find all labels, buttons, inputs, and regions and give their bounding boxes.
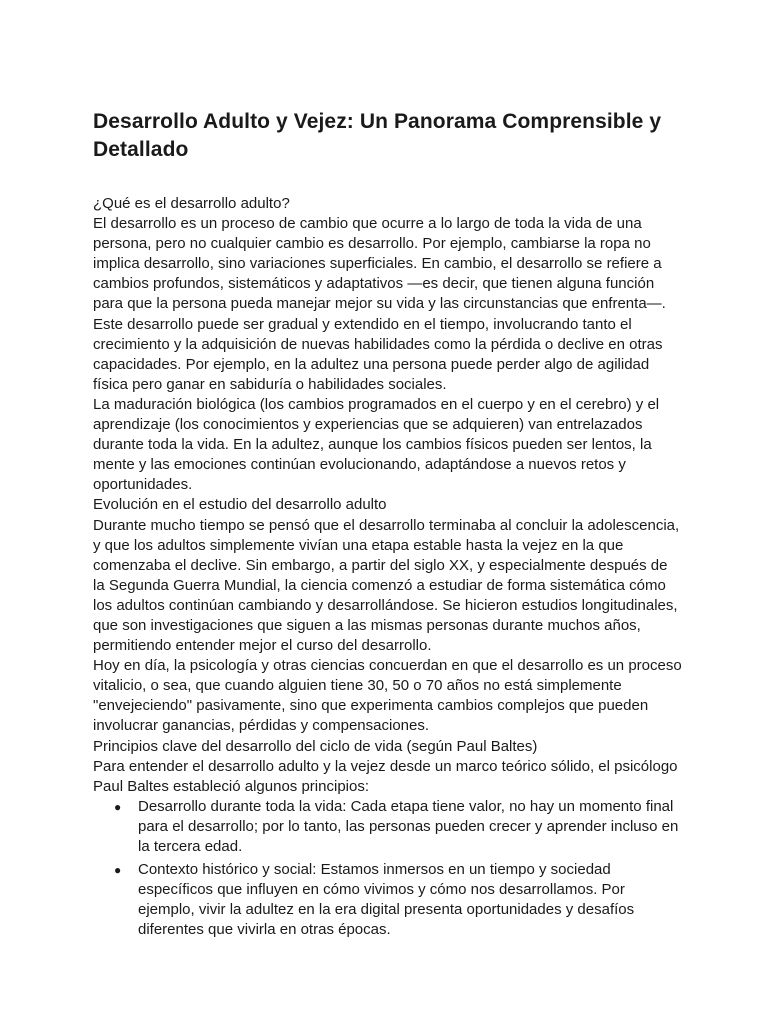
list-item [114,860,683,940]
paragraph-lifelong: Hoy en día, la psicología y otras ciencias concuerdan en que el desarrollo es un proceso vitalicio, o sea, que cuando alguien tiene 30, 50 o 70 años no está simplemente "envejeciendo" pasivamente, sino que experimenta cambios complejos que pueden involucrar ganancias, pérdidas y compensaciones. [93,657,682,735]
section-question-heading: ¿Qué es el desarrollo adulto? [93,195,290,212]
bullet-icon: ● [114,799,122,814]
paragraph-maturation: La maduración biológica (los cambios programados en el cuerpo y en el cerebro) y el aprendizaje (los conocimientos y experiencias que se adquieren) van entrelazados durante toda la vida. En la adultez, aunque los cambios físicos pueden ser lentos, la mente y las emociones continúan evolucionando, adaptándose a nuevos retos y oportunidades. [93,395,660,494]
paragraph-definition: El desarrollo es un proceso de cambio que ocurre a lo largo de toda la vida de una persona, pero no cualquier cambio es desarrollo. Por ejemplo, cambiarse la ropa no implica desarrollo, sino variaciones superficiales. En cambio, el desarrollo se refiere a cambios profundos, sistemáticos y adaptativos —es decir, que tienen alguna función para que la persona pueda manejar mejor su vida y las circunstancias que enfrenta—. Este desarrollo puede ser gradual y extendido en el tiempo, involucrando tanto el crecimiento y la adquisición de nuevas habilidades como la pérdida o declive en otras capacidades. Por ejemplo, en la adultez una persona puede perder algo de agilidad física pero ganar en sabiduría o habilidades sociales. [93,215,666,393]
bullet-icon: ● [114,863,122,878]
paragraph-baltes-intro: Para entender el desarrollo adulto y la vejez desde un marco teórico sólido, el psicólogo Paul Baltes estableció algunos principios: [93,757,678,795]
list-item [114,797,683,857]
document-title: Desarrollo Adulto y Vejez: Un Panorama Comprensible y Detallado [93,110,662,161]
list-item-text: Desarrollo durante toda la vida: Cada etapa tiene valor, no hay un momento final para el desarrollo; por lo tanto, las personas pueden crecer y aprender incluso en la tercera edad. [138,797,679,855]
paragraph-history: Durante mucho tiempo se pensó que el desarrollo terminaba al concluir la adolescencia, y que los adultos simplemente vivían una etapa estable hasta la vejez en la que comenzaba el declive. Sin embargo, a partir del siglo XX, y especialmente después de la Segunda Guerra Mundial, la ciencia comenzó a estudiar de forma sistemática cómo los adultos continúan cambiando y desarrollándose. Se hicieron estudios longitudinales, que son investigaciones que siguen a las mismas personas durante muchos años, permitiendo entender mejor el curso del desarrollo. [93,516,680,655]
section-evolution-heading: Evolución en el estudio del desarrollo adulto [93,496,387,514]
principles-list [93,797,683,941]
section-principles-heading: Principios clave del desarrollo del ciclo de vida (según Paul Baltes) [93,737,538,755]
document-page [93,108,683,943]
list-item-text: Contexto histórico y social: Estamos inmersos en un tiempo y sociedad específicos que influyen en cómo vivimos y cómo nos desarrollamos. Por ejemplo, vivir la adultez en la era digital presenta oportunidades y desafíos diferentes que vivirla en otras épocas. [138,861,635,939]
